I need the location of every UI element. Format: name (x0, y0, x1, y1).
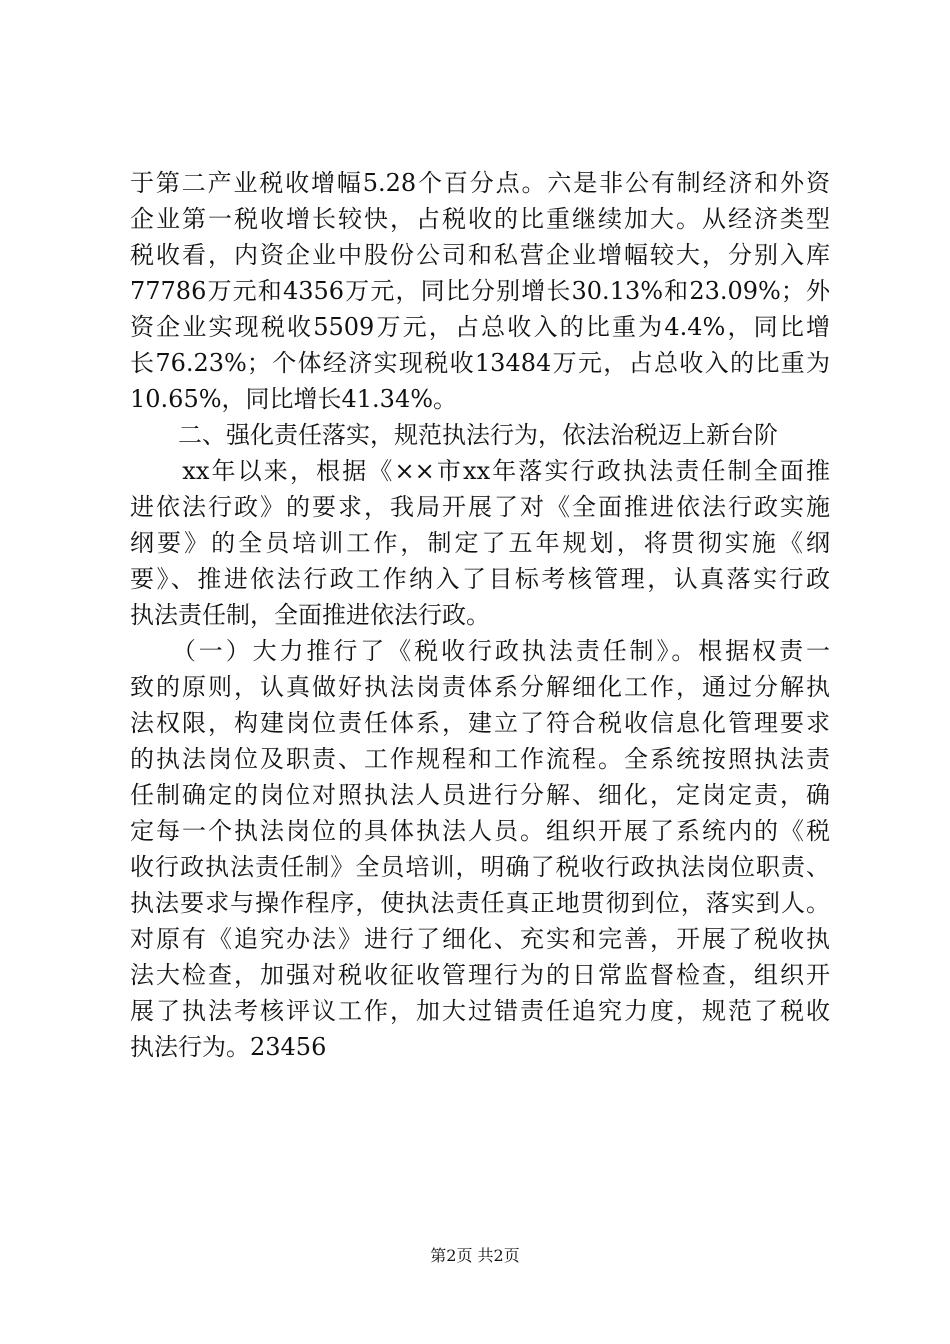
text-line-19: 定每一个执法岗位的具体执法人员。组织开展了系统内的《税 (130, 817, 830, 845)
text-line-18: 任制确定的岗位对照执法人员进行分解、细化，定岗定责，确 (130, 781, 830, 809)
text-line-1: 于第二产业税收增幅5.28个百分点。六是非公有制经济和外资 (130, 169, 830, 197)
text-line-16: 法权限，构建岗位责任体系，建立了符合税收信息化管理要求 (130, 709, 830, 737)
text-line-10: 进依法行政》的要求，我局开展了对《全面推进依法行政实施 (130, 493, 830, 521)
text-line-25: 执法行为。23456 (130, 1033, 327, 1061)
text-line-23: 法大检查，加强对税收征收管理行为的日常监督检查，组织开 (130, 961, 830, 989)
text-line-13: 执法责任制，全面推进依法行政。 (130, 601, 490, 629)
text-line-17: 的执法岗位及职责、工作规程和工作流程。全系统按照执法责 (130, 745, 830, 773)
text-line-20: 收行政执法责任制》全员培训，明确了税收行政执法岗位职责、 (130, 853, 830, 881)
text-line-15: 致的原则，认真做好执法岗责体系分解细化工作，通过分解执 (130, 673, 830, 701)
text-line-4: 77786万元和4356万元，同比分别增长30.13%和23.09%；外 (130, 277, 830, 305)
text-line-3: 税收看，内资企业中股份公司和私营企业增幅较大，分别入库 (130, 241, 830, 269)
page-footer: 第2页 共2页 (430, 1246, 520, 1265)
text-line-24: 展了执法考核评议工作，加大过错责任追究力度，规范了税收 (130, 997, 830, 1025)
text-line-2: 企业第一税收增长较快，占税收的比重继续加大。从经济类型 (130, 205, 830, 233)
text-line-12: 要》、推进依法行政工作纳入了目标考核管理，认真落实行政 (130, 565, 830, 593)
text-line-21: 执法要求与操作程序，使执法责任真正地贯彻到位，落实到人。 (130, 889, 830, 917)
text-line-22: 对原有《追究办法》进行了细化、充实和完善，开展了税收执 (130, 925, 830, 953)
section-heading: 二、强化责任落实，规范执法行为，依法治税迈上新台阶 (130, 421, 778, 449)
text-line-9: xx年以来，根据《××市xx年落实行政执法责任制全面推 (130, 457, 830, 485)
text-line-6: 长76.23%；个体经济实现税收13484万元，占总收入的比重为 (130, 349, 830, 377)
text-line-5: 资企业实现税收5509万元，占总收入的比重为4.4%，同比增 (130, 313, 830, 341)
document-body (130, 165, 830, 1065)
text-line-7: 10.65%，同比增长41.34%。 (130, 385, 458, 413)
text-line-11: 纲要》的全员培训工作，制定了五年规划，将贯彻实施《纲 (130, 529, 830, 557)
subsection-line: （一）大力推行了《税收行政执法责任制》。根据权责一 (130, 637, 830, 665)
